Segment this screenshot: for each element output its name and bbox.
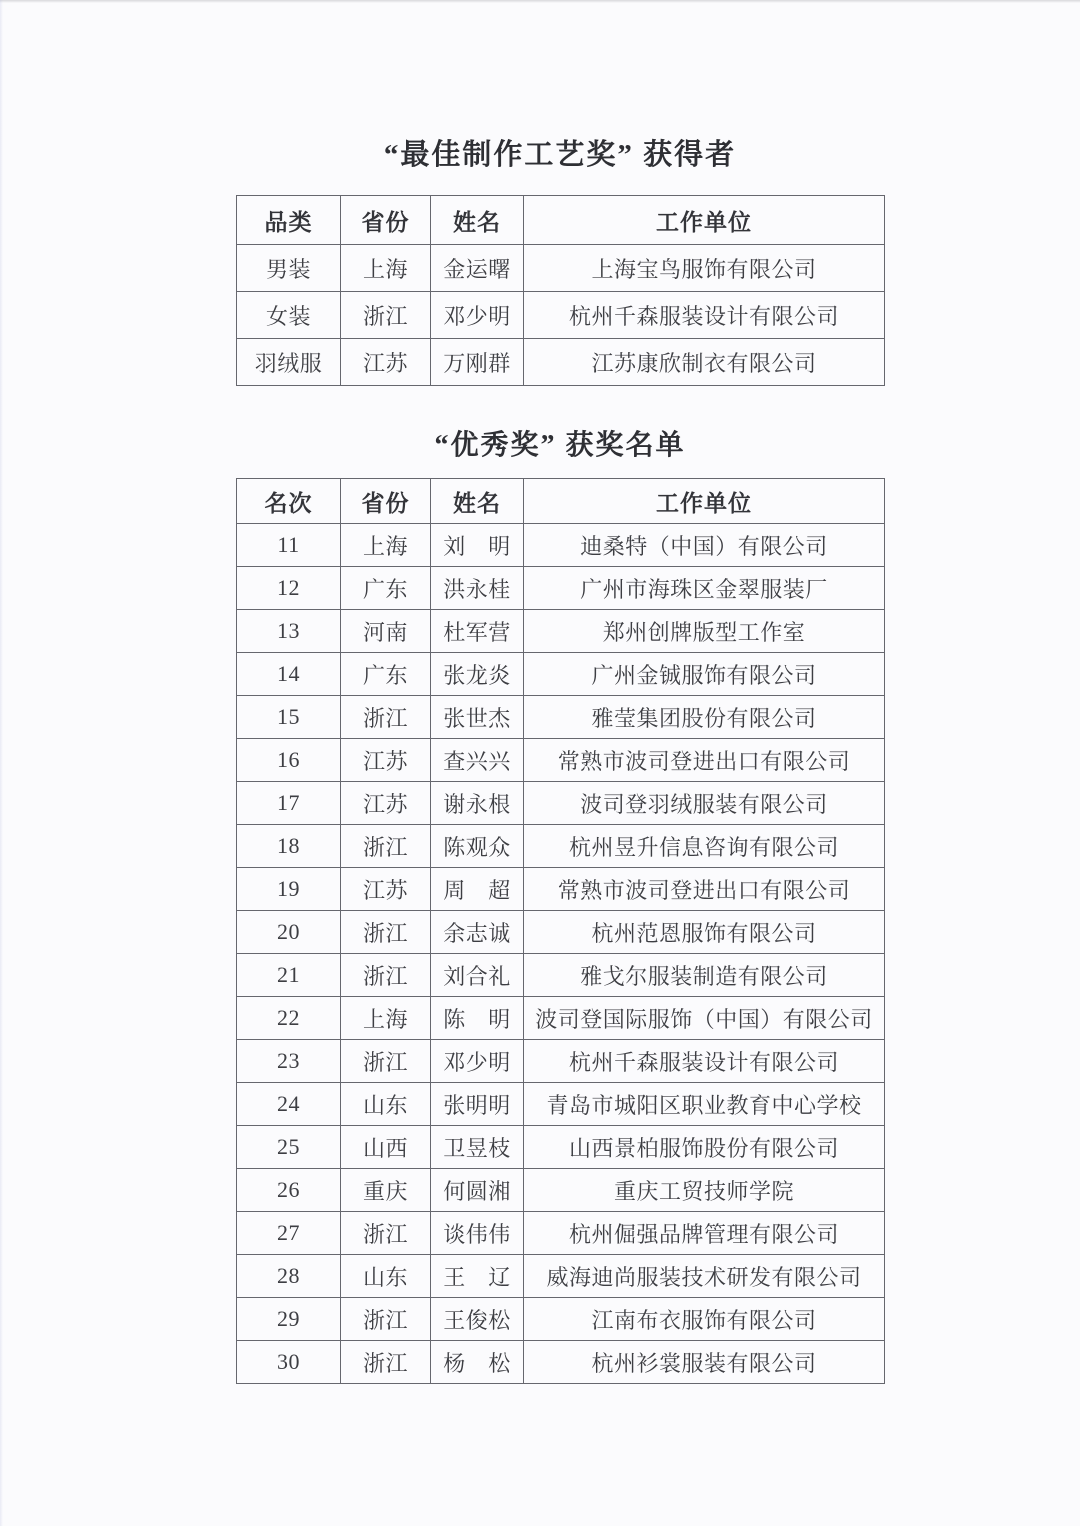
excellence-award-title: “优秀奖” 获奖名单 xyxy=(434,430,686,461)
table-header xyxy=(237,196,885,245)
column-header: 省份 xyxy=(341,479,431,524)
table-cell: 常熟市波司登进出口有限公司 xyxy=(524,739,885,782)
table-row xyxy=(237,1126,885,1169)
table-cell: 14 xyxy=(237,653,341,696)
table-body xyxy=(237,524,885,1384)
table-cell: 王俊松 xyxy=(431,1298,524,1341)
table-cell: 浙江 xyxy=(341,696,431,739)
table-cell: 周 超 xyxy=(431,868,524,911)
table-cell: 江苏 xyxy=(341,739,431,782)
table-cell: 杭州昱升信息咨询有限公司 xyxy=(524,825,885,868)
table-cell: 杜军营 xyxy=(431,610,524,653)
table-cell: 浙江 xyxy=(341,292,431,339)
table-cell: 广东 xyxy=(341,653,431,696)
table-cell: 刘 明 xyxy=(431,524,524,567)
table-body xyxy=(237,245,885,386)
table-cell: 29 xyxy=(237,1298,341,1341)
column-header: 姓名 xyxy=(431,196,524,245)
table-row xyxy=(237,1083,885,1126)
table-cell: 陈观众 xyxy=(431,825,524,868)
table-cell: 波司登羽绒服装有限公司 xyxy=(524,782,885,825)
column-header: 名次 xyxy=(237,479,341,524)
table-row xyxy=(237,782,885,825)
table-cell: 12 xyxy=(237,567,341,610)
table-row xyxy=(237,339,885,386)
table-cell: 杭州范恩服饰有限公司 xyxy=(524,911,885,954)
header-row xyxy=(237,479,885,524)
table-cell: 杭州千森服装设计有限公司 xyxy=(524,292,885,339)
table-cell: 江苏 xyxy=(341,868,431,911)
table-cell: 重庆 xyxy=(341,1169,431,1212)
table-cell: 江南布衣服饰有限公司 xyxy=(524,1298,885,1341)
table-cell: 江苏 xyxy=(341,339,431,386)
column-header: 工作单位 xyxy=(524,479,885,524)
award-section-craftsmanship xyxy=(236,0,884,386)
table-cell: 浙江 xyxy=(341,1298,431,1341)
table-cell: 雅戈尔服装制造有限公司 xyxy=(524,954,885,997)
table-cell: 上海 xyxy=(341,245,431,292)
table-cell: 浙江 xyxy=(341,1040,431,1083)
table-row xyxy=(237,524,885,567)
table-cell: 杭州倔强品牌管理有限公司 xyxy=(524,1212,885,1255)
table-row xyxy=(237,245,885,292)
table-cell: 27 xyxy=(237,1212,341,1255)
table-cell: 28 xyxy=(237,1255,341,1298)
table-cell: 上海 xyxy=(341,524,431,567)
table-cell: 11 xyxy=(237,524,341,567)
table-cell: 张龙炎 xyxy=(431,653,524,696)
table-cell: 山东 xyxy=(341,1083,431,1126)
table-cell: 浙江 xyxy=(341,911,431,954)
table-header xyxy=(237,479,885,524)
table-cell: 上海 xyxy=(341,997,431,1040)
table-cell: 郑州创牌版型工作室 xyxy=(524,610,885,653)
table-cell: 余志诚 xyxy=(431,911,524,954)
scan-artifact-left-edge xyxy=(0,0,3,1526)
table-cell: 金运曙 xyxy=(431,245,524,292)
table-cell: 洪永桂 xyxy=(431,567,524,610)
column-header: 省份 xyxy=(341,196,431,245)
table-cell: 羽绒服 xyxy=(237,339,341,386)
table-cell: 邓少明 xyxy=(431,1040,524,1083)
table-row xyxy=(237,997,885,1040)
table-row xyxy=(237,610,885,653)
table-row xyxy=(237,1040,885,1083)
table-row xyxy=(237,825,885,868)
table-row xyxy=(237,1212,885,1255)
table-cell: 21 xyxy=(237,954,341,997)
scan-artifact-top-edge xyxy=(0,0,1080,3)
table-cell: 刘合礼 xyxy=(431,954,524,997)
table-row xyxy=(237,292,885,339)
scanned-document-page xyxy=(236,0,884,1384)
craftsmanship-award-title: “最佳制作工艺奖” 获得者 xyxy=(383,139,737,171)
table-cell: 江苏康欣制衣有限公司 xyxy=(524,339,885,386)
table-cell: 重庆工贸技师学院 xyxy=(524,1169,885,1212)
award-section-excellence xyxy=(236,431,884,1384)
table-cell: 卫昱枝 xyxy=(431,1126,524,1169)
table-cell: 河南 xyxy=(341,610,431,653)
table-cell: 男装 xyxy=(237,245,341,292)
table-cell: 杭州千森服装设计有限公司 xyxy=(524,1040,885,1083)
table-row xyxy=(237,1255,885,1298)
column-header: 品类 xyxy=(237,196,341,245)
table-row xyxy=(237,911,885,954)
table-cell: 陈 明 xyxy=(431,997,524,1040)
table-cell: 浙江 xyxy=(341,1341,431,1384)
table-cell: 23 xyxy=(237,1040,341,1083)
table-cell: 何圆湘 xyxy=(431,1169,524,1212)
table-row xyxy=(237,653,885,696)
table-row xyxy=(237,954,885,997)
table-cell: 波司登国际服饰（中国）有限公司 xyxy=(524,997,885,1040)
table-cell: 15 xyxy=(237,696,341,739)
table-cell: 威海迪尚服装技术研发有限公司 xyxy=(524,1255,885,1298)
table-cell: 万刚群 xyxy=(431,339,524,386)
table-cell: 浙江 xyxy=(341,825,431,868)
table-row xyxy=(237,739,885,782)
table-cell: 广州金铖服饰有限公司 xyxy=(524,653,885,696)
table-cell: 上海宝鸟服饰有限公司 xyxy=(524,245,885,292)
table-cell: 广东 xyxy=(341,567,431,610)
column-header: 工作单位 xyxy=(524,196,885,245)
table-cell: 谈伟伟 xyxy=(431,1212,524,1255)
table-cell: 山西景柏服饰股份有限公司 xyxy=(524,1126,885,1169)
table-cell: 24 xyxy=(237,1083,341,1126)
table-cell: 17 xyxy=(237,782,341,825)
table-cell: 广州市海珠区金翠服装厂 xyxy=(524,567,885,610)
table-cell: 16 xyxy=(237,739,341,782)
column-header: 姓名 xyxy=(431,479,524,524)
excellence-award-table xyxy=(236,478,885,1384)
table-row xyxy=(237,696,885,739)
table-cell: 张世杰 xyxy=(431,696,524,739)
table-cell: 19 xyxy=(237,868,341,911)
table-cell: 30 xyxy=(237,1341,341,1384)
table-cell: 张明明 xyxy=(431,1083,524,1126)
table-cell: 山东 xyxy=(341,1255,431,1298)
table-row xyxy=(237,567,885,610)
table-cell: 迪桑特（中国）有限公司 xyxy=(524,524,885,567)
table-cell: 雅莹集团股份有限公司 xyxy=(524,696,885,739)
table-cell: 25 xyxy=(237,1126,341,1169)
table-cell: 26 xyxy=(237,1169,341,1212)
table-cell: 杨 松 xyxy=(431,1341,524,1384)
craftsmanship-award-table xyxy=(236,195,885,386)
table-cell: 22 xyxy=(237,997,341,1040)
table-cell: 王 辽 xyxy=(431,1255,524,1298)
table-row xyxy=(237,868,885,911)
table-cell: 邓少明 xyxy=(431,292,524,339)
table-cell: 杭州衫裳服装有限公司 xyxy=(524,1341,885,1384)
table-cell: 20 xyxy=(237,911,341,954)
table-cell: 山西 xyxy=(341,1126,431,1169)
table-cell: 18 xyxy=(237,825,341,868)
table-row xyxy=(237,1341,885,1384)
table-row xyxy=(237,1169,885,1212)
table-cell: 浙江 xyxy=(341,1212,431,1255)
table-cell: 江苏 xyxy=(341,782,431,825)
table-cell: 查兴兴 xyxy=(431,739,524,782)
table-cell: 青岛市城阳区职业教育中心学校 xyxy=(524,1083,885,1126)
table-cell: 常熟市波司登进出口有限公司 xyxy=(524,868,885,911)
table-cell: 13 xyxy=(237,610,341,653)
table-cell: 浙江 xyxy=(341,954,431,997)
table-cell: 女装 xyxy=(237,292,341,339)
table-cell: 谢永根 xyxy=(431,782,524,825)
header-row xyxy=(237,196,885,245)
table-row xyxy=(237,1298,885,1341)
